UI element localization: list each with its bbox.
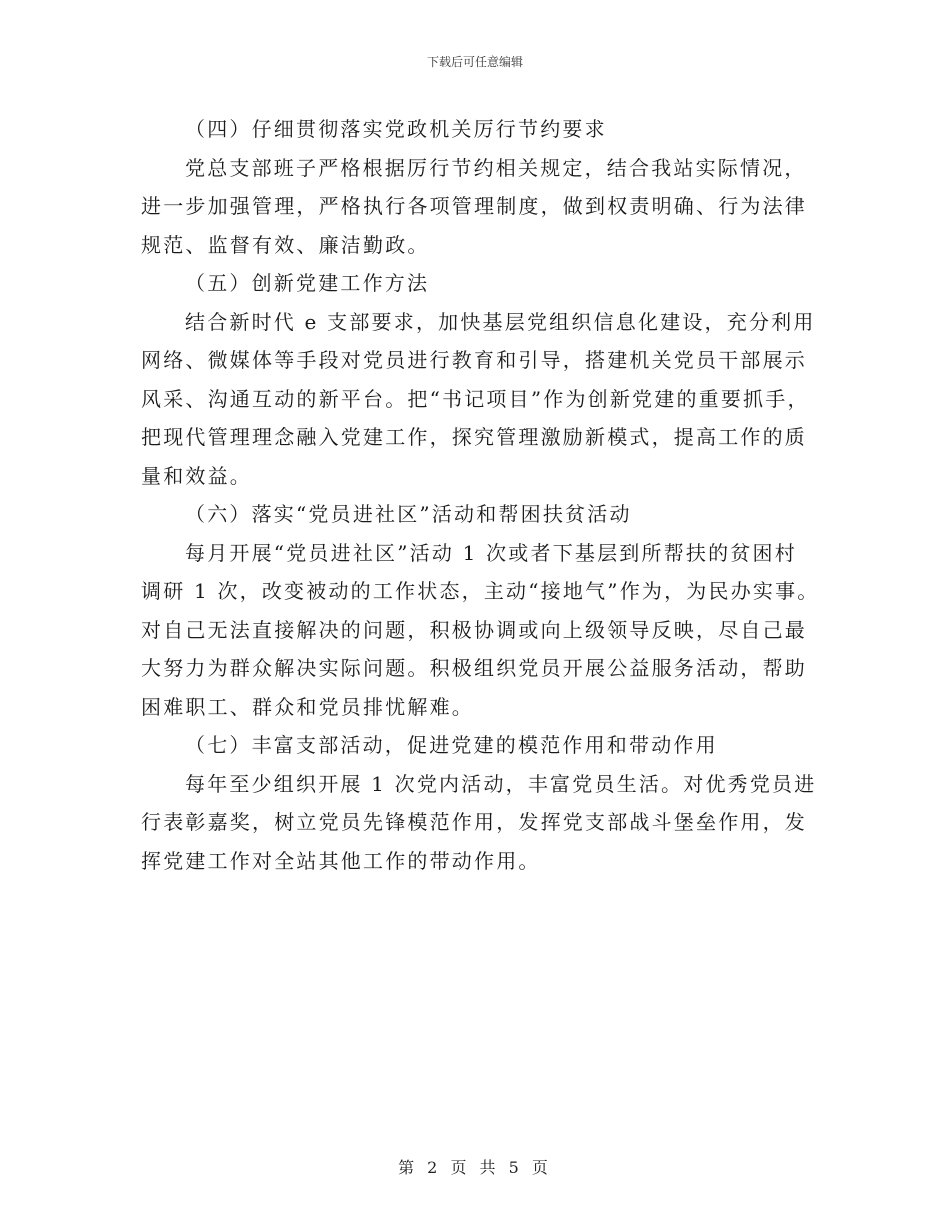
page-number: 第 2 页 共 5 页 (398, 1158, 552, 1177)
text-line: 党总支部班子严格根据厉行节约相关规定，结合我站实际情况， (185, 155, 807, 180)
text-line: （六）落实“党员进社区”活动和帮困扶贫活动 (185, 502, 632, 526)
text-line: 大努力为群众解决实际问题。积极组织党员开展公益服务活动，帮助 (141, 656, 807, 680)
text-line: 网络、微媒体等手段对党员进行教育和引导，搭建机关党员干部展示 (141, 348, 807, 372)
document-body (141, 110, 820, 880)
text-line: 结合新时代 e 支部要求，加快基层党组织信息化建设，充分利用 (185, 309, 816, 334)
text-line: 每月开展“党员进社区”活动 1 次或者下基层到所帮扶的贫困村 (185, 540, 797, 565)
text-line: 对自己无法直接解决的问题，积极协调或向上级领导反映，尽自己最 (141, 617, 807, 642)
text-line: 把现代管理理念融入党建工作，探究管理激励新模式，提高工作的质 (141, 425, 807, 449)
text-line: 进一步加强管理，严格执行各项管理制度，做到权责明确、行为法律 (141, 194, 807, 218)
page-header: 下载后可任意编辑 (426, 55, 523, 69)
text-line: 量和效益。 (141, 463, 252, 488)
text-line: 行表彰嘉奖，树立党员先锋模范作用，发挥党支部战斗堡垒作用，发 (141, 810, 807, 834)
text-line: 困难职工、群众和党员排忧解难。 (141, 694, 474, 719)
text-line: 挥党建工作对全站其他工作的带动作用。 (141, 848, 541, 873)
text-line: （五）创新党建工作方法 (185, 271, 430, 295)
text-line: 规范、监督有效、廉洁勤政。 (141, 232, 430, 257)
text-line: 每年至少组织开展 1 次党内活动，丰富党员生活。对优秀党员进 (185, 771, 817, 796)
text-line: （四）仔细贯彻落实党政机关厉行节约要求 (185, 117, 607, 141)
text-line: （七）丰富支部活动，促进党建的模范作用和带动作用 (185, 733, 718, 757)
text-line: 风采、沟通互动的新平台。把“书记项目”作为创新党建的重要抓手， (141, 386, 810, 411)
text-line: 调研 1 次，改变被动的工作状态，主动“接地气”作为，为民办实事。 (141, 579, 820, 603)
